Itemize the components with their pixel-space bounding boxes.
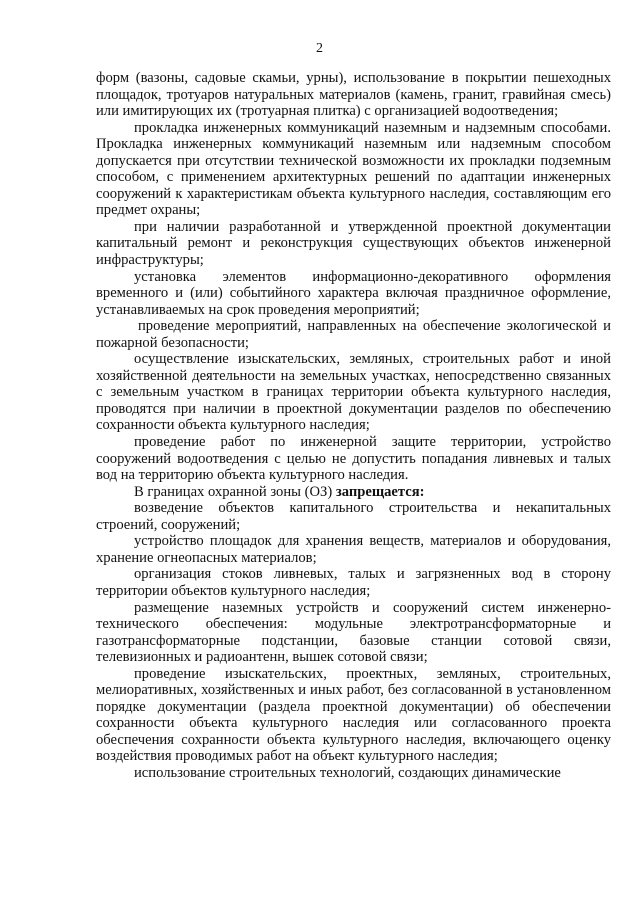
paragraph: установка элементов информационно-декоративного оформления временного и (или) событийного характера включая праздничное оформление, устанавливаемых на срок проведения мероприятий;	[96, 268, 611, 318]
prohibited-item: организация стоков ливневых, талых и загрязненных вод в сторону территории объектов культурного наследия;	[96, 566, 611, 599]
paragraph: форм (вазоны, садовые скамьи, урны), использование в покрытии пешеходных площадок, тротуаров натуральных материалов (камень, гранит, гравийная смесь) или имитирующих их (тротуарная плитка) с организацией водоотведения;	[96, 70, 611, 120]
prohibited-item: возведение объектов капитального строительства и некапитальных строений, сооружений;	[96, 500, 611, 533]
zone-intro-bold: запрещается:	[335, 483, 425, 500]
zone-intro-text: В границах охранной зоны (ОЗ)	[134, 483, 336, 500]
document-body	[96, 70, 611, 782]
prohibited-item: использование строительных технологий, создающих динамические	[134, 764, 561, 781]
paragraph: прокладка инженерных коммуникаций наземным и надземным способами. Прокладка инженерных коммуникаций наземным или надземным способом допускается при отсутствии технической возможности их прокладки подземным способом, с применением архитектурных решений по адаптации инженерных сооружений к характеристикам объекта культурного наследия, составляющим его предмет охраны;	[96, 119, 611, 219]
prohibited-item: размещение наземных устройств и сооружений систем инженерно-технического обеспечения: модульные электротрансформаторные и газотрансформаторные подстанции, базовые станции сотовой связи, телевизионных и радиоантенн, вышек сотовой связи;	[96, 599, 611, 666]
prohibited-item: проведение изыскательских, проектных, земляных, строительных, мелиоративных, хозяйственных и иных работ, без согласованной в установленном порядке документации (раздела проектной документации) об обеспечении сохранности объекта культурного наследия или согласованного проекта обеспечения сохранности объекта культурного наследия, включающего оценку воздействия проводимых работ на объект культурного наследия;	[96, 665, 611, 765]
paragraph: осуществление изыскательских, земляных, строительных работ и иной хозяйственной деятельности на земельных участках, непосредственно связанных с земельным участком в границах территории объекта культурного наследия, проводятся при наличии в проектной документации разделов по обеспечению сохранности объекта культурного наследия;	[96, 351, 611, 434]
paragraph: проведение мероприятий, направленных на обеспечение экологической и пожарной безопасности;	[96, 318, 611, 351]
paragraph: при наличии разработанной и утвержденной проектной документации капитальный ремонт и реконструкция существующих объектов инженерной инфраструктуры;	[96, 218, 611, 269]
page-number: 2	[316, 41, 323, 56]
prohibited-item: устройство площадок для хранения веществ, материалов и оборудования, хранение огнеопасных материалов;	[96, 533, 611, 566]
zone-intro-paragraph	[96, 484, 611, 501]
paragraph: проведение работ по инженерной защите территории, устройство сооружений водоотведения с целью не допустить попадания ливневых и талых вод на территорию объекта культурного наследия.	[96, 434, 611, 484]
